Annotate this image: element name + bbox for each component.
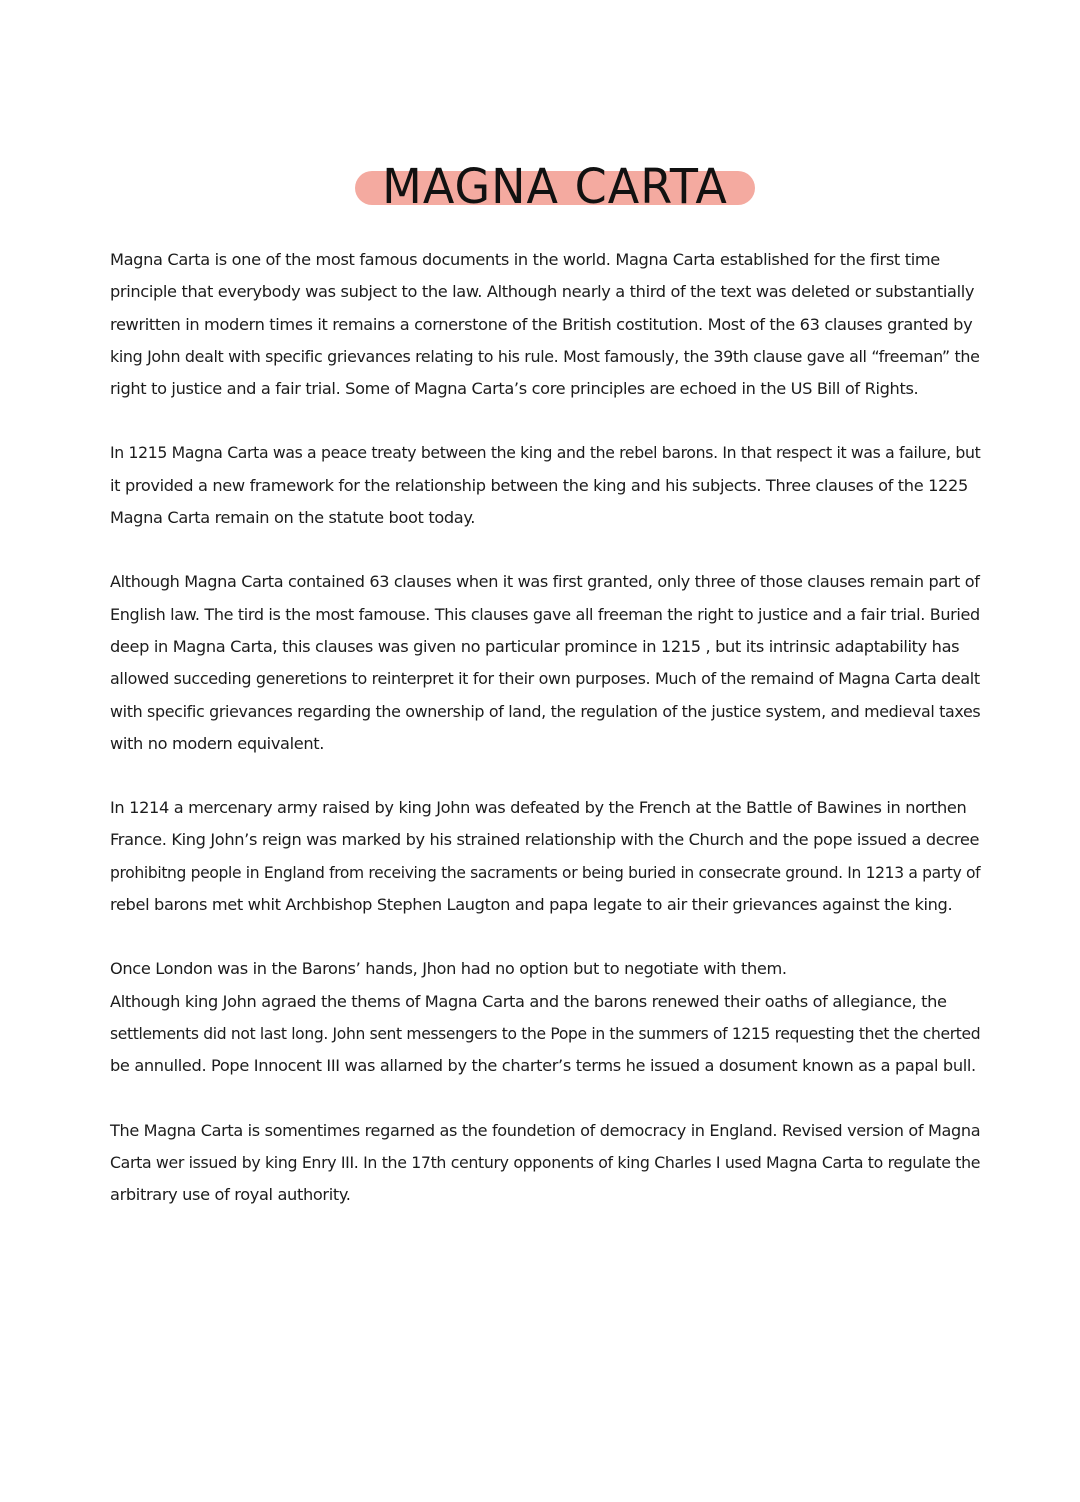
paragraph-legacy xyxy=(110,1115,980,1212)
text-line: Magna Carta is one of the most famous documents in the world. Magna Carta established for the first time xyxy=(110,250,940,269)
text-line: settlements did not last long. John sent messengers to the Pope in the summers of 1215 requesting thet the cherted xyxy=(110,1023,981,1043)
text-line: English law. The tird is the most famouse. This clauses gave all freeman the right to justice and a fair trial. Buried xyxy=(110,604,980,624)
paragraph-london-negotiation xyxy=(110,953,980,1082)
text-line: deep in Magna Carta, this clauses was given no particular promince in 1215 , but its intrinsic adaptability has xyxy=(110,636,960,656)
text-line: with no modern equivalent. xyxy=(110,733,325,753)
text-line: with specific grievances regarding the ownership of land, the regulation of the justice system, and medieval taxes xyxy=(110,701,981,721)
text-line: prohibitng people in England from receiving the sacraments or being buried in consecrate ground. In 1213 a party of xyxy=(110,862,981,882)
text-line: In 1214 a mercenary army raised by king John was defeated by the French at the Battle of Bawines in northen xyxy=(110,798,967,818)
text-line: Although king John agraed the thems of Magna Carta and the barons renewed their oaths of allegiance, the xyxy=(110,991,947,1011)
text-line: Once London was in the Barons’ hands, Jhon had no option but to negotiate with them. xyxy=(110,959,787,979)
text-line: right to justice and a fair trial. Some of Magna Carta’s core principles are echoed in the US Bill of Rights. xyxy=(110,379,919,399)
text-line: arbitrary use of royal authority. xyxy=(110,1185,351,1205)
text-line: king John dealt with specific grievances relating to his rule. Most famously, the 39th clause gave all “freeman” the xyxy=(110,346,980,366)
text-line: rebel barons met whit Archbishop Stephen Laugton and papa legate to air their grievances against the king. xyxy=(110,895,953,915)
text-line: Carta wer issued by king Enry III. In the 17th century opponents of king Charles I used Magna Carta to regulate the xyxy=(110,1152,981,1172)
paragraph-clauses xyxy=(110,566,980,760)
paragraph-1215-treaty xyxy=(110,437,980,534)
text-line: rewritten in modern times it remains a cornerstone of the British costitution. Most of the 63 clauses granted by xyxy=(110,314,973,334)
document-body xyxy=(110,244,980,1211)
text-line: be annulled. Pope Innocent III was allarned by the charter’s terms he issued a dosument known as a papal bull. xyxy=(110,1056,976,1076)
text-line: The Magna Carta is somentimes regarned as the foundetion of democracy in England. Revised version of Magna xyxy=(110,1120,981,1140)
text-line: In 1215 Magna Carta was a peace treaty between the king and the rebel barons. In that respect it was a failure, but xyxy=(110,443,981,463)
text-line: allowed succeding generetions to reinterpret it for their own purposes. Much of the remaind of Magna Carta dealt xyxy=(110,669,980,689)
paragraph-intro xyxy=(110,244,980,405)
text-line: France. King John’s reign was marked by his strained relationship with the Church and the pope issued a decree xyxy=(110,830,980,850)
title-block xyxy=(355,155,755,217)
text-line: it provided a new framework for the relationship between the king and his subjects. Three clauses of the 1225 xyxy=(110,475,968,495)
page-title: MAGNA CARTA xyxy=(382,157,728,215)
text-line: Although Magna Carta contained 63 clauses when it was first granted, only three of those clauses remain part of xyxy=(110,572,980,592)
text-line: Magna Carta remain on the statute boot today. xyxy=(110,508,476,528)
paragraph-1214-battle xyxy=(110,792,980,921)
text-line: principle that everybody was subject to the law. Although nearly a third of the text was deleted or substantially xyxy=(110,282,975,302)
